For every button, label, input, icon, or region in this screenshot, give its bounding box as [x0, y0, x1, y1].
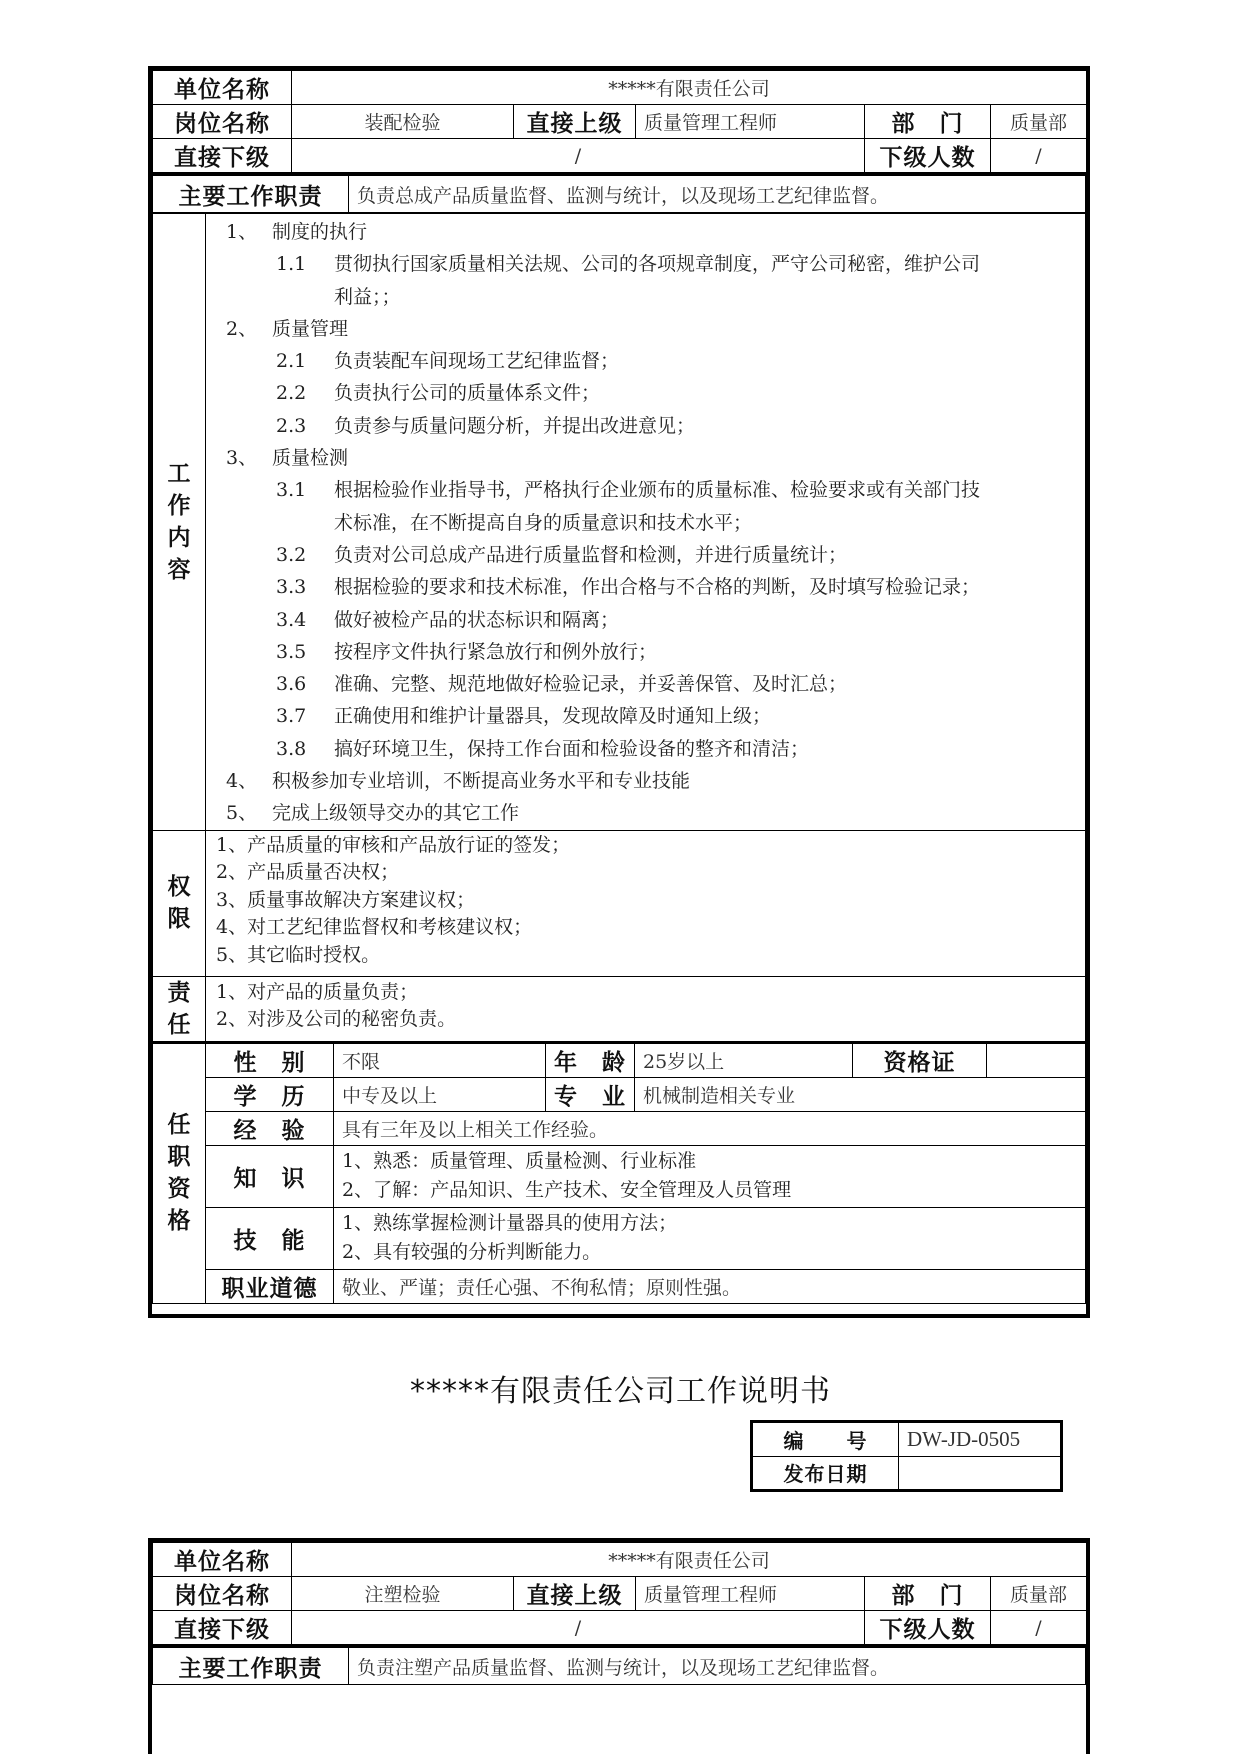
- responsibility-item: 1、对产品的质量负责；: [216, 980, 419, 1003]
- work-item-text: 根据检验的要求和技术标准，作出合格与不合格的判断，及时填写检验记录；: [334, 576, 981, 599]
- work-item: [216, 797, 1075, 829]
- work-item-number: 3、: [226, 447, 258, 470]
- work-item-text: 准确、完整、规范地做好检验记录，并妥善保管、及时汇总；: [334, 673, 848, 696]
- knowledge-item: 1、熟悉：质量管理、质量检测、行业标准: [342, 1150, 697, 1173]
- document-title: *****有限责任公司工作说明书: [410, 1374, 831, 1409]
- work-item-text: 负责装配车间现场工艺纪律监督；: [334, 350, 620, 373]
- main-duty-table: [152, 173, 1086, 213]
- main-duty-label: 主要工作职责: [153, 1647, 349, 1685]
- major-label: 专 业: [546, 1077, 635, 1111]
- subordinate-label: 直接下级: [153, 1611, 292, 1645]
- authority-item: 3、质量事故解决方案建议权；: [216, 888, 476, 911]
- work-content-label: [153, 214, 206, 831]
- number-value: DW-JD-0505: [899, 1423, 1061, 1457]
- authority-item: 5、其它临时授权。: [216, 943, 381, 966]
- work-item-text: 制度的执行: [272, 221, 368, 243]
- work-item-number: 3.3: [276, 576, 307, 599]
- knowledge-value: [334, 1145, 1086, 1207]
- subordinate-value: /: [292, 139, 865, 173]
- dept-value: 质量部: [991, 105, 1087, 139]
- superior-value: 质量管理工程师: [636, 1577, 865, 1611]
- work-item: [216, 216, 1075, 248]
- work-item: [216, 733, 1075, 765]
- number-label: 编 号: [753, 1423, 899, 1457]
- work-item-number: 1.1: [276, 253, 307, 276]
- authority-list: [206, 830, 1086, 976]
- subordinate-label: 直接下级: [153, 139, 292, 173]
- main-duty-value: 负责注塑产品质量监督、监测与统计，以及现场工艺纪律监督。: [349, 1647, 1086, 1685]
- work-item-text: 负责对公司总成产品进行质量监督和检测，并进行质量统计；: [334, 543, 848, 566]
- sub-count-value: /: [991, 139, 1087, 173]
- qualification-label: [153, 1042, 206, 1303]
- skill-item: 2、具有较强的分析判断能力。: [342, 1241, 602, 1264]
- work-item-text: 贯彻执行国家质量相关法规、公司的各项规章制度，严守公司秘密，维护公司: [334, 253, 981, 276]
- authority-item: 4、对工艺纪律监督权和考核建议权；: [216, 916, 533, 939]
- main-duty-value: 负责总成产品质量监督、监测与统计，以及现场工艺纪律监督。: [349, 175, 1086, 213]
- sub-count-value: /: [991, 1611, 1087, 1645]
- work-item: [216, 539, 1075, 571]
- subordinate-value: /: [292, 1611, 865, 1645]
- work-item: [216, 281, 1075, 313]
- edu-label: 学 历: [206, 1077, 334, 1111]
- unit-name-label: 单位名称: [153, 1543, 292, 1577]
- work-item-number: 1、: [226, 221, 258, 243]
- responsibility-label: [153, 976, 206, 1042]
- cert-value: [987, 1042, 1086, 1077]
- superior-label: 直接上级: [514, 105, 636, 139]
- experience-label: 经 验: [206, 1111, 334, 1145]
- work-item-text: 完成上级领导交办的其它工作: [272, 802, 520, 825]
- work-item-number: 3.6: [276, 673, 307, 696]
- work-item-text: 质量管理: [272, 317, 349, 340]
- work-item: [216, 668, 1075, 700]
- authority-label-text: 权限: [167, 873, 191, 933]
- work-item-text: 术标准，在不断提高自身的质量意识和技术水平；: [334, 511, 753, 534]
- work-item-number: 4、: [226, 770, 258, 793]
- date-value: [899, 1456, 1061, 1490]
- work-item-text: 按程序文件执行紧急放行和例外放行；: [334, 640, 658, 663]
- authority-label: [153, 830, 206, 976]
- dept-value: 质量部: [991, 1577, 1087, 1611]
- work-item: [216, 765, 1075, 797]
- work-item-number: 3.1: [276, 479, 307, 502]
- age-value: 25岁以上: [635, 1042, 853, 1077]
- work-item: [216, 604, 1075, 636]
- work-item: [216, 571, 1075, 603]
- work-item: [216, 442, 1075, 474]
- document-info-box: [750, 1420, 1063, 1492]
- unit-name-label: 单位名称: [153, 71, 292, 105]
- major-value: 机械制造相关专业: [635, 1077, 1086, 1111]
- work-item-number: 2.2: [276, 382, 307, 405]
- body-table: [152, 213, 1086, 1304]
- knowledge-label: 知 识: [206, 1145, 334, 1207]
- work-item-text: 负责参与质量问题分析，并提出改进意见；: [334, 414, 696, 437]
- main-duty-table-2: [152, 1645, 1086, 1685]
- work-item-text: 根据检验作业指导书，严格执行企业颁布的质量标准、检验要求或有关部门技: [334, 479, 981, 502]
- work-item-text: 做好被检产品的状态标识和隔离；: [334, 608, 620, 631]
- sub-count-label: 下级人数: [865, 1611, 991, 1645]
- work-item-number: 3.5: [276, 640, 307, 663]
- work-item-text: 负责执行公司的质量体系文件；: [334, 382, 601, 405]
- work-item: [216, 313, 1075, 345]
- header-table-2: [152, 1542, 1087, 1645]
- position-value: 装配检验: [292, 105, 514, 139]
- work-item-text: 利益；；: [334, 285, 401, 308]
- work-item: [216, 474, 1075, 506]
- work-item: [216, 507, 1075, 539]
- work-item-text: 正确使用和维护计量器具，发现故障及时通知上级；: [334, 705, 772, 728]
- work-item-number: 3.2: [276, 543, 307, 566]
- superior-value: 质量管理工程师: [636, 105, 865, 139]
- work-item: [216, 410, 1075, 442]
- work-content-label-text: 工作内容: [167, 459, 191, 583]
- work-item: [216, 345, 1075, 377]
- work-item: [216, 248, 1075, 280]
- work-item-number: 2.1: [276, 350, 307, 373]
- edu-value: 中专及以上: [334, 1077, 546, 1111]
- skill-label: 技 能: [206, 1207, 334, 1269]
- work-item-number: 5、: [226, 802, 258, 825]
- ethics-label: 职业道德: [206, 1269, 334, 1303]
- work-item-number: 3.4: [276, 608, 307, 631]
- responsibility-label-text: 责任: [167, 978, 191, 1038]
- responsibility-list: [206, 976, 1086, 1042]
- job-description-form-assembly: [148, 66, 1090, 1318]
- skill-value: [334, 1207, 1086, 1269]
- gender-value: 不限: [334, 1042, 546, 1077]
- work-item-text: 积极参加专业培训，不断提高业务水平和专业技能: [272, 770, 691, 793]
- position-label: 岗位名称: [153, 105, 292, 139]
- age-label: 年 龄: [546, 1042, 635, 1077]
- work-item-number: 2、: [226, 317, 258, 340]
- work-item: [216, 377, 1075, 409]
- work-item-text: 质量检测: [272, 447, 349, 470]
- work-item-number: 2.3: [276, 414, 307, 437]
- ethics-value: 敬业、严谨；责任心强、不徇私情；原则性强。: [334, 1269, 1086, 1303]
- sub-count-label: 下级人数: [865, 139, 991, 173]
- work-content-list: [206, 214, 1086, 831]
- unit-name-value: *****有限责任公司: [292, 1543, 1087, 1577]
- cert-label: 资格证: [853, 1042, 987, 1077]
- dept-label: 部 门: [865, 105, 991, 139]
- work-item-number: 3.7: [276, 705, 307, 728]
- dept-label: 部 门: [865, 1577, 991, 1611]
- work-item: [216, 700, 1075, 732]
- knowledge-item: 2、了解：产品知识、生产技术、安全管理及人员管理: [342, 1179, 792, 1202]
- position-value: 注塑检验: [292, 1577, 514, 1611]
- header-table: [152, 70, 1087, 173]
- authority-item: 1、产品质量的审核和产品放行证的签发；: [216, 833, 571, 856]
- work-item-number: 3.8: [276, 737, 307, 760]
- superior-label: 直接上级: [514, 1577, 636, 1611]
- gender-label: 性 别: [206, 1042, 334, 1077]
- job-description-form-injection: [148, 1538, 1090, 1754]
- authority-item: 2、产品质量否决权；: [216, 861, 400, 884]
- position-label: 岗位名称: [153, 1577, 292, 1611]
- date-label: 发布日期: [753, 1456, 899, 1490]
- responsibility-item: 2、对涉及公司的秘密负责。: [216, 1008, 457, 1031]
- experience-value: 具有三年及以上相关工作经验。: [334, 1111, 1086, 1145]
- work-item-text: 搞好环境卫生，保持工作台面和检验设备的整齐和清洁；: [334, 737, 810, 760]
- work-item: [216, 636, 1075, 668]
- qualification-label-text: 任职资格: [167, 1111, 191, 1235]
- skill-item: 1、熟练掌握检测计量器具的使用方法；: [342, 1212, 678, 1235]
- main-duty-label: 主要工作职责: [153, 175, 349, 213]
- unit-name-value: *****有限责任公司: [292, 71, 1087, 105]
- info-table: [752, 1422, 1061, 1490]
